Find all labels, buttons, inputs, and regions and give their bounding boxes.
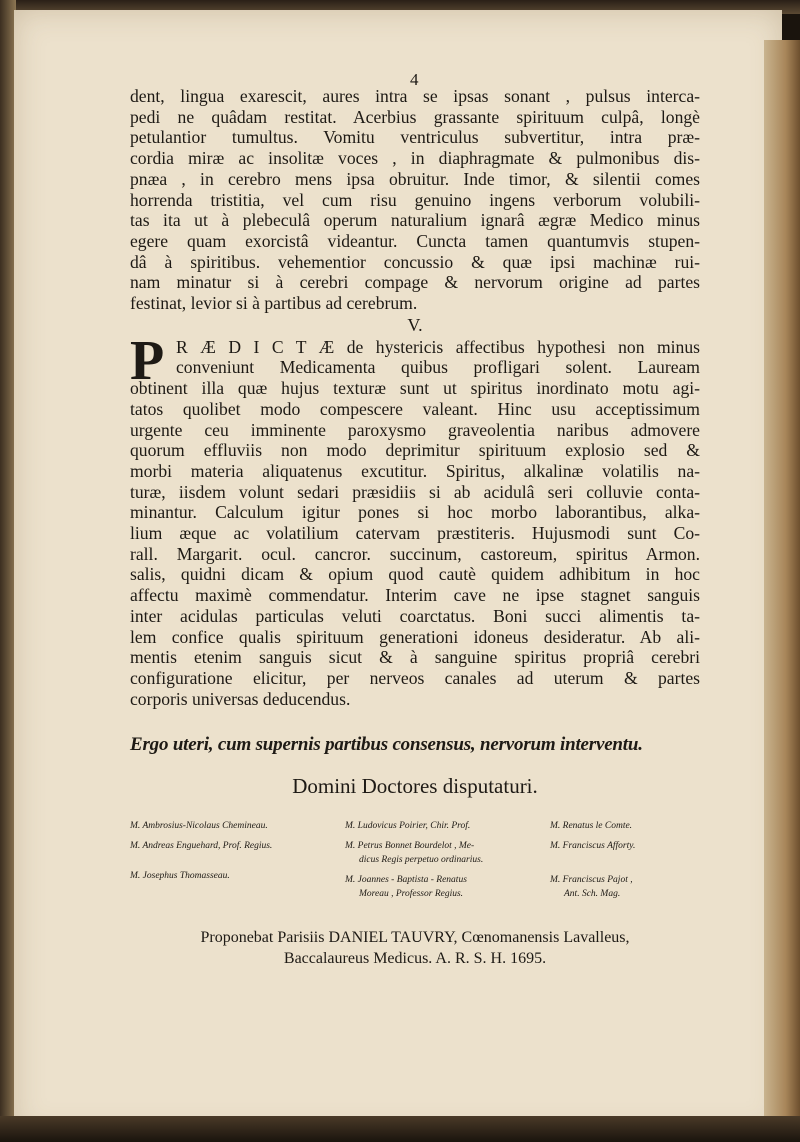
text-line: corporis universas deducendus. xyxy=(130,688,351,709)
text-line: turæ, iisdem volunt sedari præsidiis si ab acidulâ seri colluvie conta- xyxy=(130,481,700,502)
text-line: tas ita ut à plebeculâ operum naturalium ignarâ ægræ Medico minus xyxy=(130,210,700,231)
text-line: minantur. Calculum igitur pones si hoc morbo laborantibus, alka- xyxy=(130,502,700,523)
doctors-column-1 xyxy=(130,819,340,907)
text-line: cordia miræ ac insolitæ voces , in diaphragmate & pulmonibus dis- xyxy=(130,148,700,169)
paragraph-1 xyxy=(130,72,700,314)
text-line: affectu maximè commendatur. Interim cave ne ipse stagnet sanguis xyxy=(130,585,700,606)
doctor-name-continued: dicus Regis perpetuo ordinarius. xyxy=(359,855,484,866)
colophon-line: Baccalaureus Medicus. A. R. S. H. 1695. xyxy=(283,950,547,968)
text-line: salis, quidni dicam & opium quod cautè quidem adhibitum in hoc xyxy=(130,564,700,585)
text-line: dent, lingua exarescit, aures intra se ipsas sonant , pulsus interca- xyxy=(130,86,700,106)
text-line: tatos quolibet modo compescere valeant. Hinc usu acceptissimum xyxy=(130,398,700,419)
text-line: lem confice qualis spirituum generationi idoneus desideratur. Ab ali- xyxy=(130,626,700,647)
text-line: egere quam exorcistâ videantur. Cuncta tamen quantumvis stupen- xyxy=(130,230,700,251)
text-line: inter acidulas particulas veluti coarctatus. Boni succi alimentis ta- xyxy=(130,605,700,626)
book-fore-edge xyxy=(764,40,800,1142)
text-line: quorum effluviis non modo deprimitur spirituum explosio sed & xyxy=(130,440,700,461)
doctor-name: M. Andreas Enguehard, Prof. Regius. xyxy=(130,841,273,852)
drop-cap: P xyxy=(130,329,165,392)
doctor-name-continued: Moreau , Professor Regius. xyxy=(359,889,464,900)
doctors-column-3 xyxy=(550,819,690,907)
text-line: configuratione elicitur, per nerveos canales ad uterum & partes xyxy=(130,667,700,688)
doctors-column-2 xyxy=(345,819,545,907)
doctor-name: M. Petrus Bonnet Bourdelot , Me- xyxy=(345,841,475,852)
doctor-name: M. Franciscus Pajot , xyxy=(550,875,633,886)
text-line: R Æ D I C T Æ de hystericis affectibus hypothesi non minus xyxy=(176,336,700,357)
doctor-name: M. Joannes - Baptista - Renatus xyxy=(345,875,467,886)
text-line: nam minatur si à cerebri compage & nervorum origine ad partes xyxy=(130,272,700,293)
text-line: pnæa , in cerebro mens ipsa obruitur. Inde timor, & silentii comes xyxy=(130,168,700,189)
text-line: festinat, levior si à partibus ad cerebrum. xyxy=(130,293,418,314)
text-line: petulantior tumultus. Vomitu ventriculus subvertitur, intra præ- xyxy=(130,127,700,148)
text-line: obtinent illa quæ hujus texturæ sunt ut spiritus inordinato motu agi- xyxy=(130,378,700,399)
text-line: conveniunt Medicamenta quibus profligari solent. Lauream xyxy=(176,357,700,378)
book-bottom-edge xyxy=(0,1116,800,1142)
text-line: pedi ne quâdam restitat. Acerbius grassante spirituum culpâ, longè xyxy=(130,106,700,127)
doctor-name: M. Franciscus Afforty. xyxy=(550,841,636,852)
doctor-name: M. Josephus Thomasseau. xyxy=(130,871,230,882)
doctor-name: M. Renatus le Comte. xyxy=(550,821,633,832)
text-line: morbi materia aliquatenus excutitur. Spiritus, alkalinæ volatilis na- xyxy=(130,460,700,481)
text-line: lium æque ac volatilium catervam præstiteris. Hujusmodi sunt Co- xyxy=(130,523,700,544)
doctors-list xyxy=(130,819,690,907)
colophon xyxy=(130,927,700,969)
colophon-line: Proponebat Parisiis DANIEL TAUVRY, Cœnomanensis Lavalleus, xyxy=(200,929,630,947)
page-content xyxy=(130,72,700,969)
doctor-name: M. Ambrosius-Nicolaus Chemineau. xyxy=(130,821,268,832)
text-line: dâ à spiritibus. vehementior concussio & quæ ipsi machinæ rui- xyxy=(130,251,700,272)
paragraph-2 xyxy=(130,329,700,710)
text-line: rall. Margarit. ocul. cancror. succinum, castoreum, spiritus Armon. xyxy=(130,543,700,564)
doctor-name-continued: Ant. Sch. Mag. xyxy=(564,889,621,900)
conclusion-thesis: Ergo uteri, cum supernis partibus consensus, nervorum interventu. xyxy=(130,734,643,756)
doctors-heading: Domini Doctores disputaturi. xyxy=(292,774,538,799)
text-line: horrenda tristitia, vel cum risu genuino ingens verborum volubili- xyxy=(130,189,700,210)
doctor-name: M. Ludovicus Poirier, Chir. Prof. xyxy=(345,821,471,832)
text-line: mentis etenim sanguis sicut & à sanguine spiritus propriâ cerebri xyxy=(130,647,700,668)
section-number: V. xyxy=(407,314,423,335)
text-line: urgente ceu imminente paroxysmo graveolentia naribus admovere xyxy=(130,419,700,440)
page-number: 4 xyxy=(410,70,419,89)
